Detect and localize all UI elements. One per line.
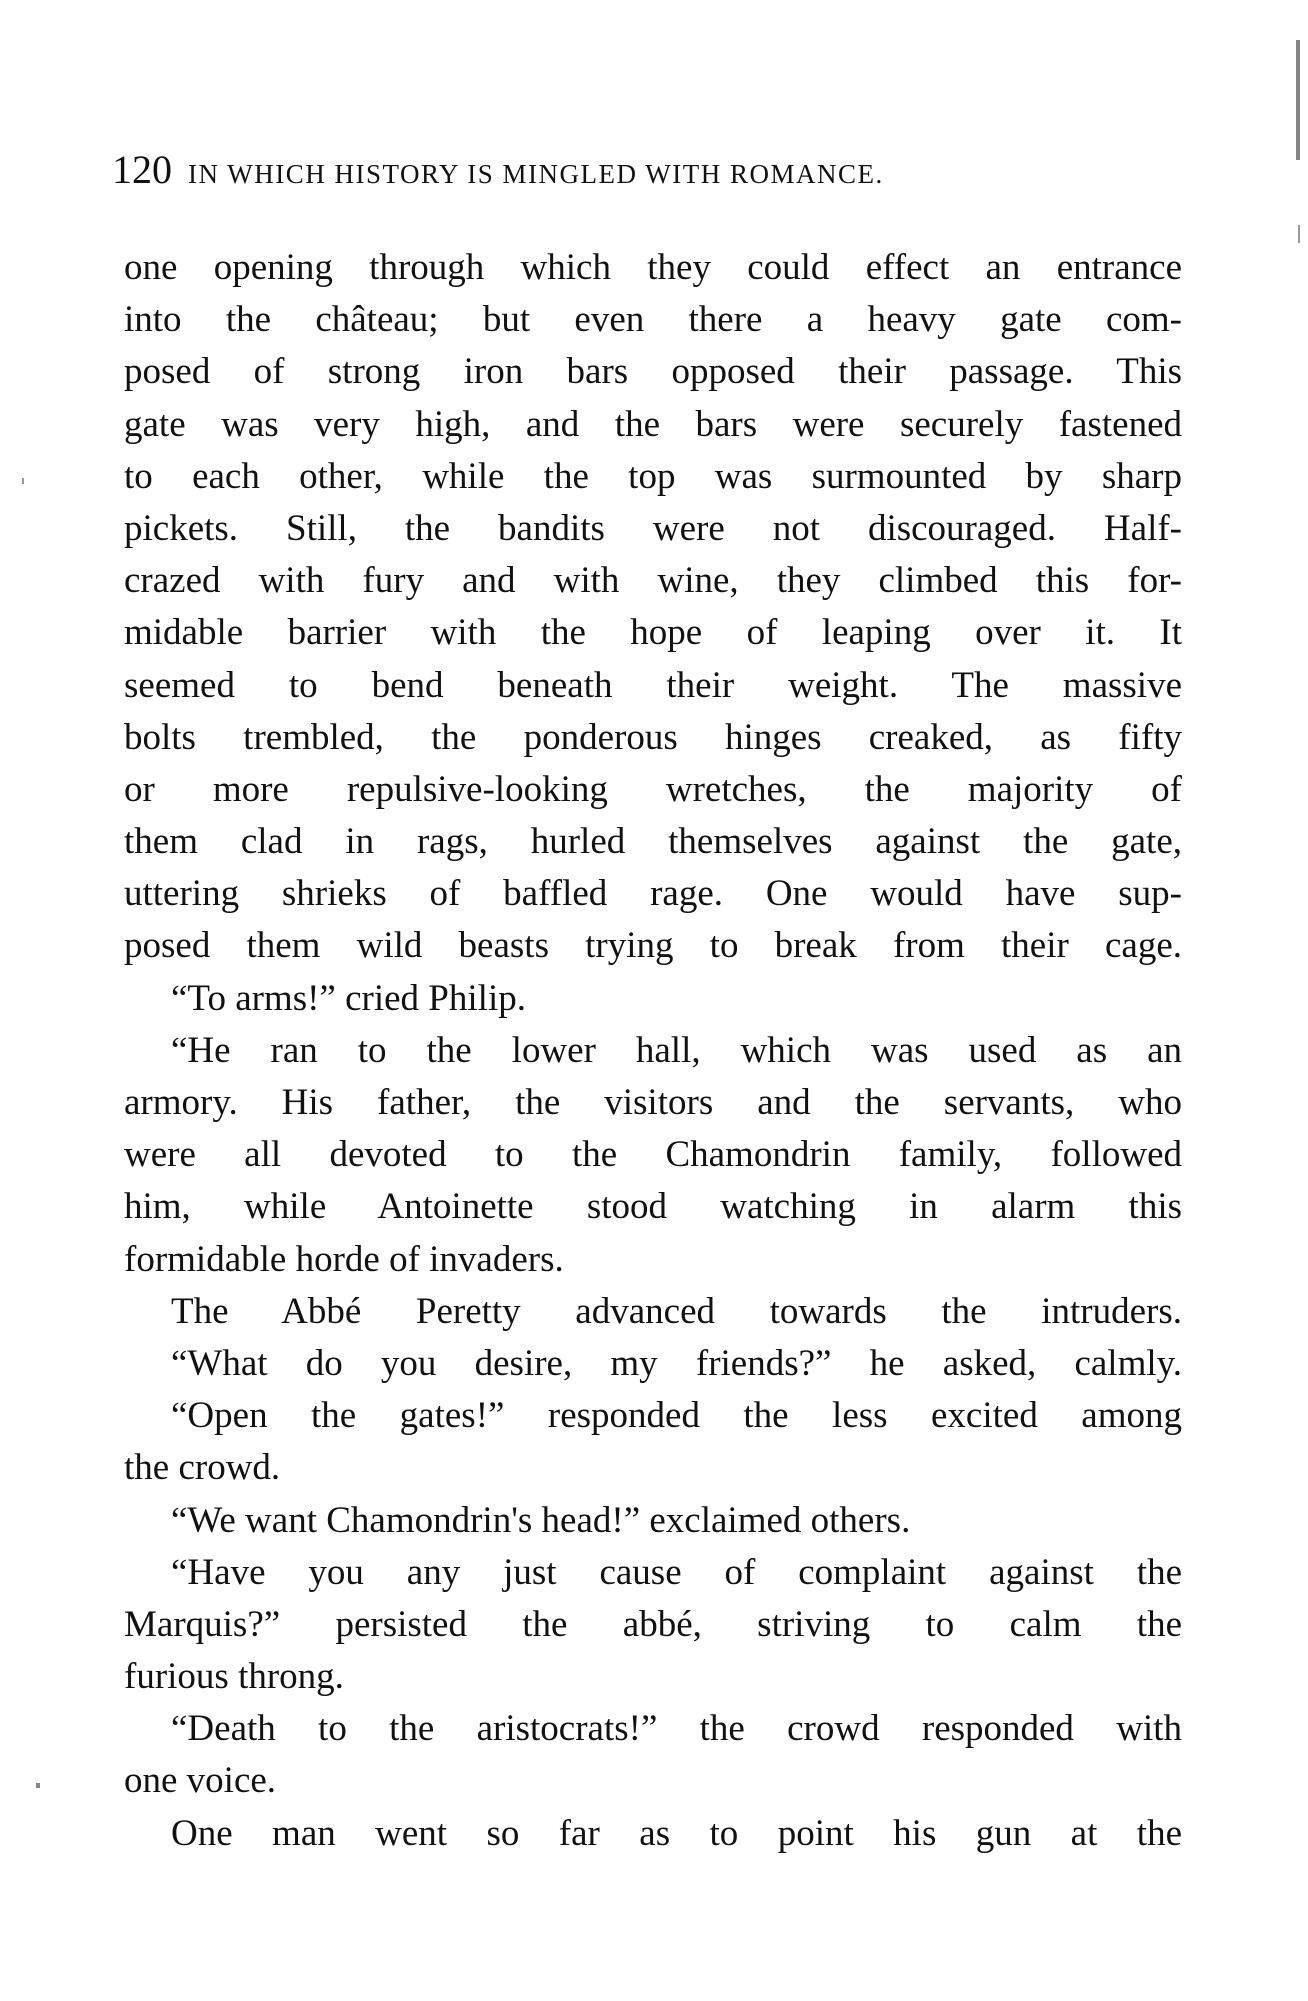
running-title: IN WHICH HISTORY IS MINGLED WITH ROMANCE. — [188, 159, 884, 189]
text-line: them clad in rags, hurled themselves against the gate, — [124, 821, 1182, 863]
text-line: The Abbé Peretty advanced towards the intruders. — [171, 1290, 1182, 1332]
text-line: uttering shrieks of baffled rage. One would have sup- — [124, 873, 1182, 915]
scan-artifact-dot — [36, 1783, 40, 1788]
text-line: “He ran to the lower hall, which was used as an — [171, 1029, 1182, 1071]
text-line: seemed to bend beneath their weight. The massive — [124, 664, 1182, 706]
text-line: him, while Antoinette stood watching in alarm this — [124, 1186, 1182, 1228]
text-line: armory. His father, the visitors and the servants, who — [124, 1082, 1182, 1123]
text-line: crazed with fury and with wine, they climbed this for- — [124, 560, 1182, 602]
text-line: “We want Chamondrin's head!” exclaimed others. — [171, 1499, 911, 1541]
text-line: furious throng. — [124, 1656, 344, 1698]
text-line: one voice. — [124, 1760, 277, 1802]
text-line: or more repulsive-looking wretches, the majority of — [124, 768, 1182, 810]
text-line: “Open the gates!” responded the less excited among — [171, 1395, 1182, 1437]
page-number: 120 — [112, 147, 172, 192]
running-header — [112, 146, 884, 198]
text-line: posed of strong iron bars opposed their passage. This — [124, 351, 1182, 393]
text-line: pickets. Still, the bandits were not discouraged. Half- — [124, 507, 1182, 549]
text-line: into the château; but even there a heavy gate com- — [124, 299, 1182, 341]
scan-artifact-edge — [1296, 40, 1300, 160]
text-line: “What do you desire, my friends?” he asked, calmly. — [171, 1342, 1182, 1384]
text-line: “Have you any just cause of complaint against the — [171, 1551, 1182, 1593]
text-line: gate was very high, and the bars were securely fastened — [124, 403, 1182, 445]
scan-artifact-mark — [1298, 225, 1300, 243]
text-line: posed them wild beasts trying to break from their cage. — [124, 925, 1182, 967]
text-line: one opening through which they could effect an entrance — [124, 247, 1182, 288]
text-line: bolts trembled, the ponderous hinges creaked, as fifty — [124, 716, 1182, 758]
text-line: “Death to the aristocrats!” the crowd responded with — [171, 1708, 1182, 1750]
scan-artifact-dot — [22, 478, 24, 484]
text-line: Marquis?” persisted the abbé, striving to calm the — [124, 1603, 1182, 1645]
text-line: to each other, while the top was surmounted by sharp — [124, 455, 1182, 497]
text-line: formidable horde of invaders. — [124, 1238, 564, 1280]
text-line: were all devoted to the Chamondrin family, followed — [124, 1134, 1182, 1176]
text-line: “To arms!” cried Philip. — [171, 977, 526, 1019]
text-line: the crowd. — [124, 1447, 281, 1489]
text-line: One man went so far as to point his gun at the — [171, 1812, 1182, 1854]
text-line: midable barrier with the hope of leaping over it. It — [124, 612, 1182, 654]
body-text — [124, 242, 1182, 1860]
